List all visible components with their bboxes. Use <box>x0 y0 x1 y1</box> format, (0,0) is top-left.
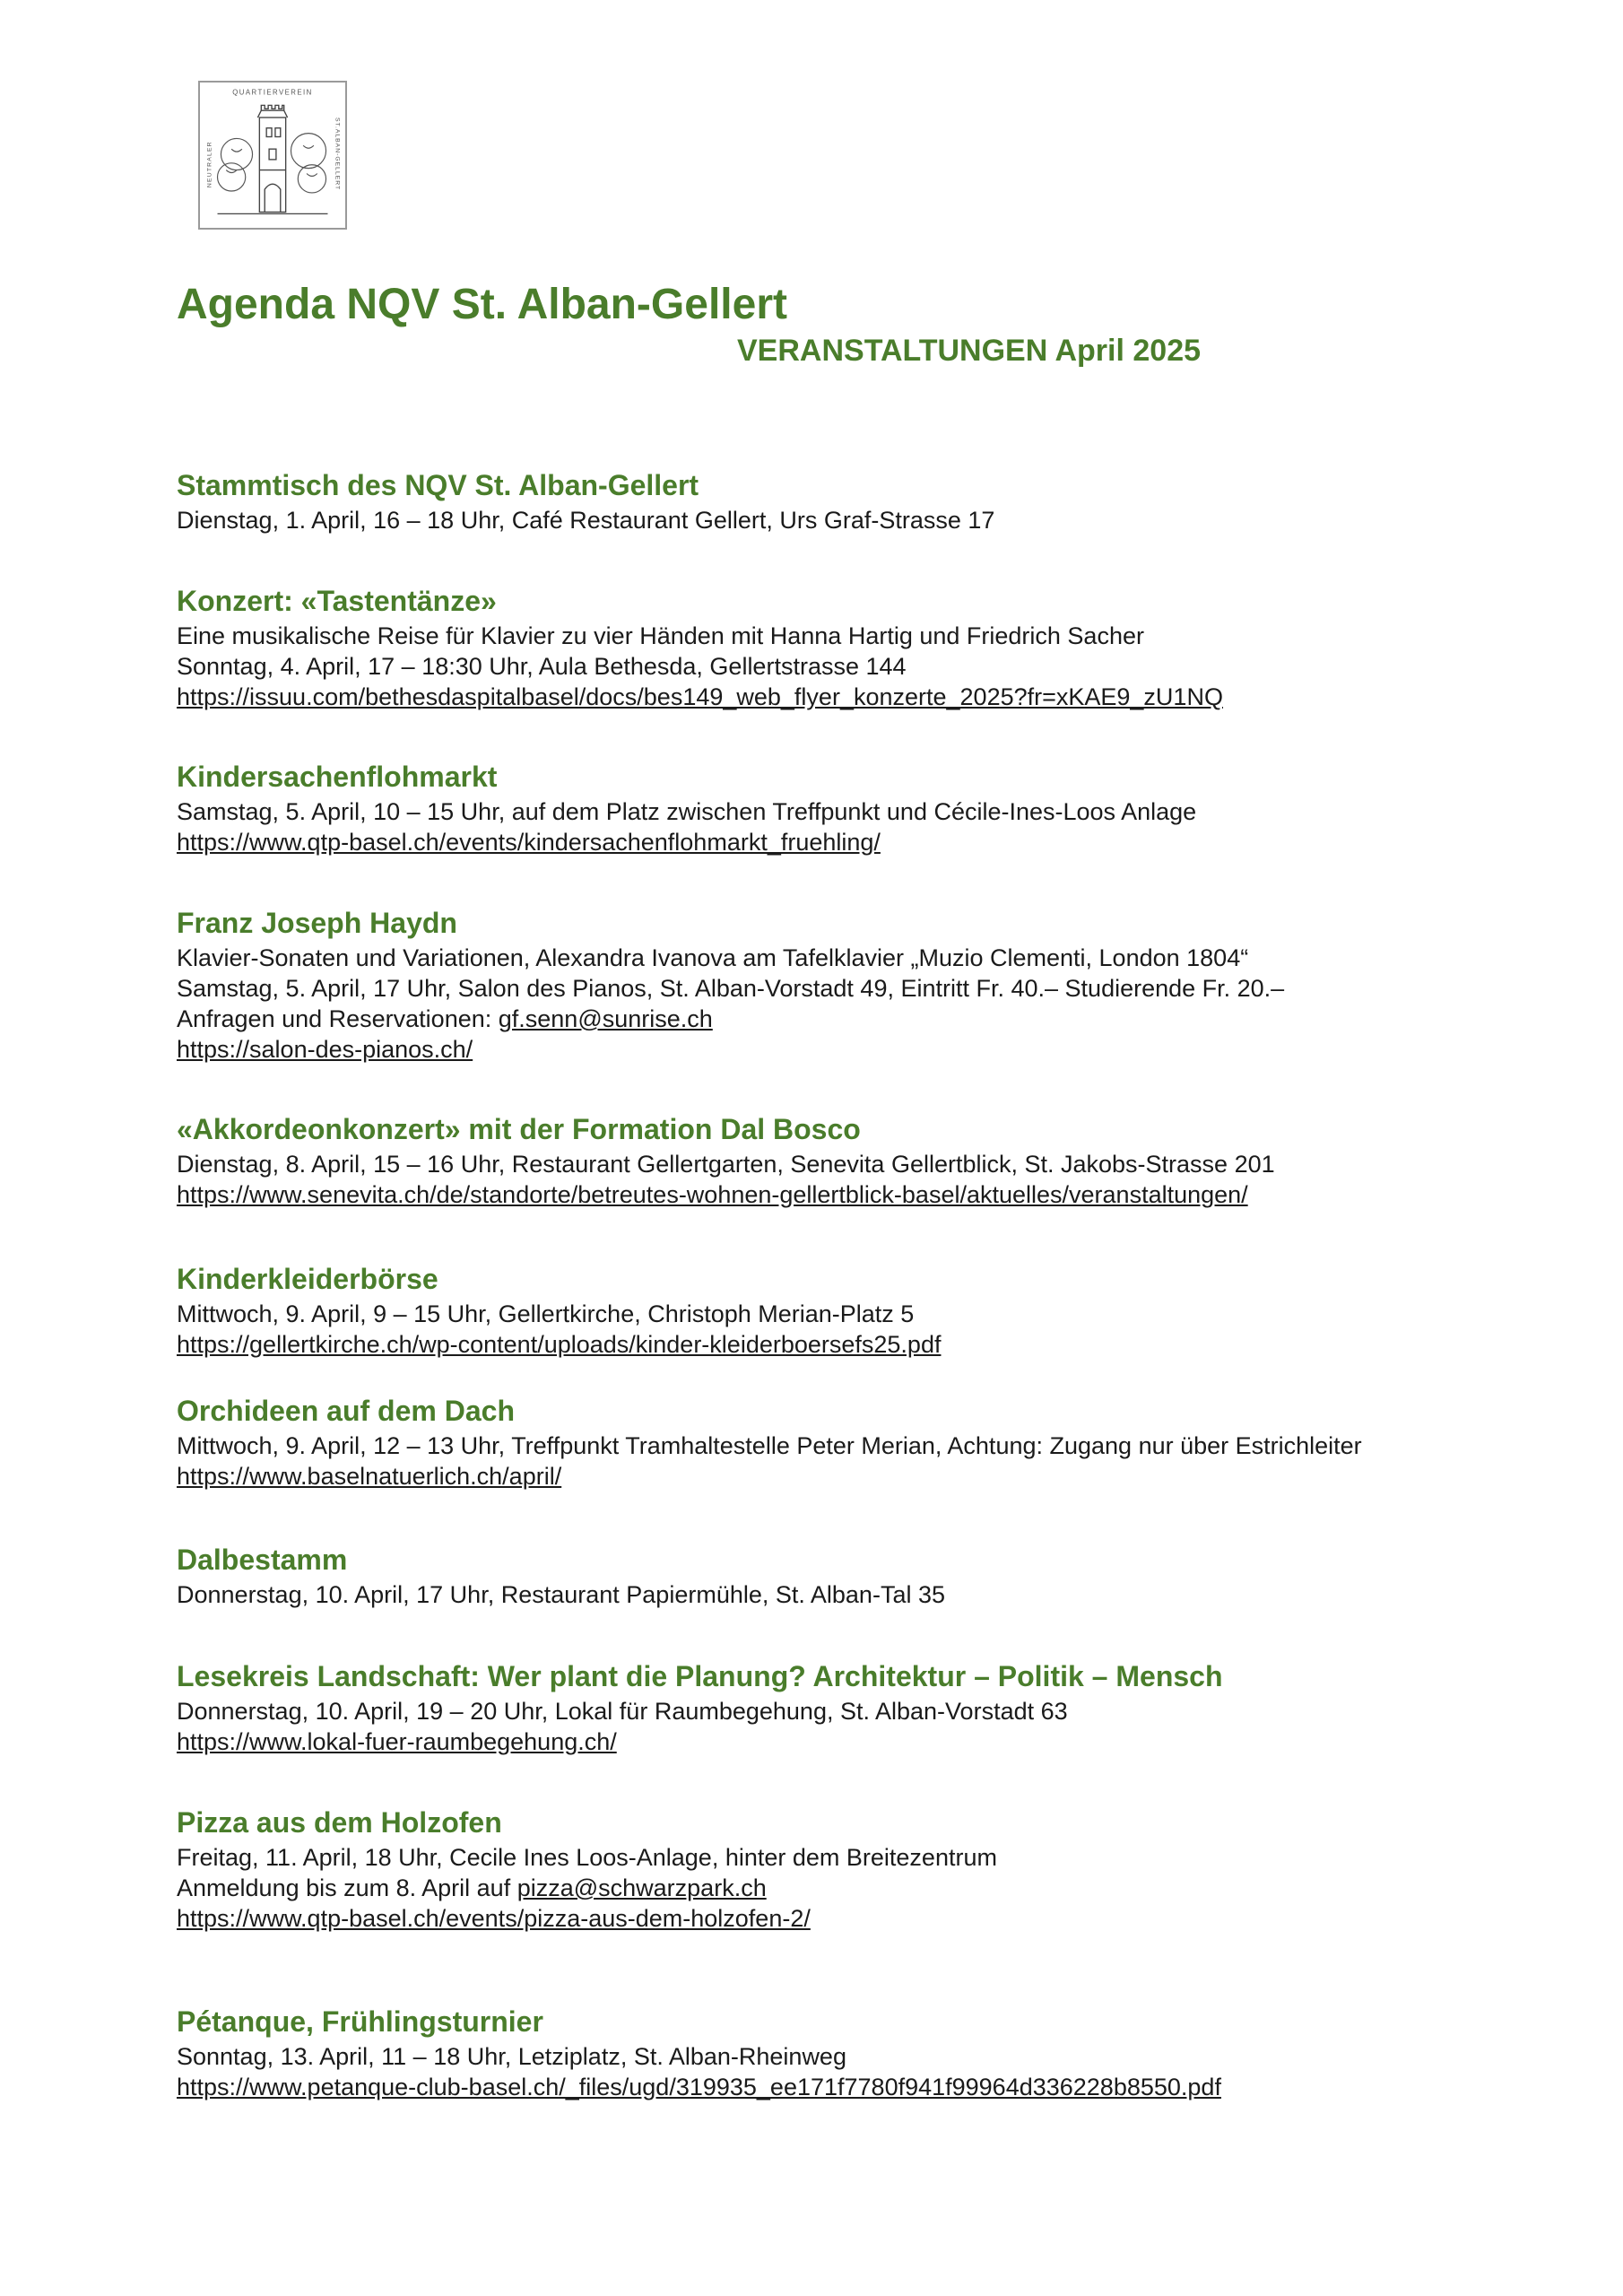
logo-right-text: ST.ALBAN-GELLERT <box>334 117 341 191</box>
event-contact <box>177 1004 1575 1034</box>
event-contact-label: Anmeldung bis zum 8. April auf <box>177 1874 517 1901</box>
event-link[interactable]: https://www.baselnatuerlich.ch/april/ <box>177 1463 562 1490</box>
event-title: Lesekreis Landschaft: Wer plant die Planung? Architektur – Politik – Mensch <box>177 1660 1223 1692</box>
event-kinderkleiderboerse <box>177 1262 1575 1360</box>
event-details: Donnerstag, 10. April, 19 – 20 Uhr, Lokal für Raumbegehung, St. Alban-Vorstadt 63 <box>177 1698 1068 1725</box>
event-link[interactable]: https://gellertkirche.ch/wp-content/uploads/kinder-kleiderboersefs25.pdf <box>177 1331 942 1358</box>
page-subtitle: VERANSTALTUNGEN April 2025 <box>737 334 1202 368</box>
event-konzert-tastentaenze <box>177 584 1575 712</box>
event-details: Donnerstag, 10. April, 17 Uhr, Restaurant Papiermühle, St. Alban-Tal 35 <box>177 1581 945 1608</box>
event-link[interactable]: https://issuu.com/bethesdaspitalbasel/docs/bes149_web_flyer_konzerte_2025?fr=xKAE9_zU1NQ <box>177 683 1223 710</box>
event-link[interactable]: https://www.qtp-basel.ch/events/pizza-aus-dem-holzofen-2/ <box>177 1905 811 1932</box>
event-description: Klavier-Sonaten und Variationen, Alexandra Ivanova am Tafelklavier „Muzio Clementi, London 1804“ <box>177 944 1249 971</box>
event-title: «Akkordeonkonzert» mit der Formation Dal Bosco <box>177 1113 861 1145</box>
event-orchideen-auf-dem-dach <box>177 1394 1575 1492</box>
event-title: Dalbestamm <box>177 1544 348 1576</box>
event-title: Pétanque, Frühlingsturnier <box>177 2005 543 2038</box>
event-title: Stammtisch des NQV St. Alban-Gellert <box>177 469 699 501</box>
event-email-link[interactable]: pizza@schwarzpark.ch <box>516 1874 767 1901</box>
logo-arc-text: QUARTIERVEREIN <box>232 88 313 97</box>
event-link[interactable]: https://www.senevita.ch/de/standorte/betreutes-wohnen-gellertblick-basel/aktuelles/veranstaltungen/ <box>177 1181 1248 1208</box>
event-pizza-aus-dem-holzofen <box>177 1805 1575 1934</box>
event-link[interactable]: https://www.petanque-club-basel.ch/_files/ugd/319935_ee171f7780f941f99964d336228b8550.pdf <box>177 2074 1221 2100</box>
event-akkordeonkonzert <box>177 1112 1575 1210</box>
event-lesekreis-landschaft <box>177 1659 1575 1757</box>
event-details: Freitag, 11. April, 18 Uhr, Cecile Ines Loos-Anlage, hinter dem Breitezentrum <box>177 1844 997 1871</box>
page-title: Agenda NQV St. Alban-Gellert <box>177 281 787 328</box>
event-email-link[interactable]: gf.senn@sunrise.ch <box>498 1005 713 1032</box>
event-title: Orchideen auf dem Dach <box>177 1395 515 1427</box>
event-link[interactable]: https://salon-des-pianos.ch/ <box>177 1036 473 1063</box>
event-details: Sonntag, 4. April, 17 – 18:30 Uhr, Aula Bethesda, Gellertstrasse 144 <box>177 653 907 680</box>
event-franz-joseph-haydn <box>177 906 1575 1065</box>
event-details: Samstag, 5. April, 17 Uhr, Salon des Pianos, St. Alban-Vorstadt 49, Eintritt Fr. 40.– Studierende Fr. 20.– <box>177 975 1285 1002</box>
logo <box>198 81 347 230</box>
event-details: Dienstag, 8. April, 15 – 16 Uhr, Restaurant Gellertgarten, Senevita Gellertblick, St. Jakobs-Strasse 201 <box>177 1151 1275 1178</box>
event-contact <box>177 1873 1575 1903</box>
event-dalbestamm <box>177 1543 1575 1610</box>
logo-left-text: NEUTRALER <box>206 141 213 188</box>
event-kindersachenflohmarkt <box>177 760 1575 857</box>
event-details: Dienstag, 1. April, 16 – 18 Uhr, Café Restaurant Gellert, Urs Graf-Strasse 17 <box>177 507 995 534</box>
event-contact-label: Anfragen und Reservationen: <box>177 1005 499 1032</box>
event-title: Kinderkleiderbörse <box>177 1263 438 1295</box>
tower-with-trees-icon <box>200 83 345 228</box>
event-title: Kindersachenflohmarkt <box>177 761 498 793</box>
event-title: Pizza aus dem Holzofen <box>177 1806 502 1839</box>
event-details: Mittwoch, 9. April, 12 – 13 Uhr, Treffpunkt Tramhaltestelle Peter Merian, Achtung: Zugang nur über Estrichleiter <box>177 1432 1362 1459</box>
event-link[interactable]: https://www.lokal-fuer-raumbegehung.ch/ <box>177 1728 617 1755</box>
event-title: Konzert: «Tastentänze» <box>177 585 497 617</box>
event-link[interactable]: https://www.qtp-basel.ch/events/kindersachenflohmarkt_fruehling/ <box>177 829 881 856</box>
event-description: Eine musikalische Reise für Klavier zu vier Händen mit Hanna Hartig und Friedrich Sacher <box>177 622 1144 649</box>
event-details: Sonntag, 13. April, 11 – 18 Uhr, Letziplatz, St. Alban-Rheinweg <box>177 2043 846 2070</box>
event-title: Franz Joseph Haydn <box>177 907 457 939</box>
event-petanque-fruehlingsturnier <box>177 2005 1575 2102</box>
event-details: Mittwoch, 9. April, 9 – 15 Uhr, Gellertkirche, Christoph Merian-Platz 5 <box>177 1300 915 1327</box>
event-details: Samstag, 5. April, 10 – 15 Uhr, auf dem Platz zwischen Treffpunkt und Cécile-Ines-Loos Anlage <box>177 798 1197 825</box>
event-stammtisch <box>177 468 1575 535</box>
